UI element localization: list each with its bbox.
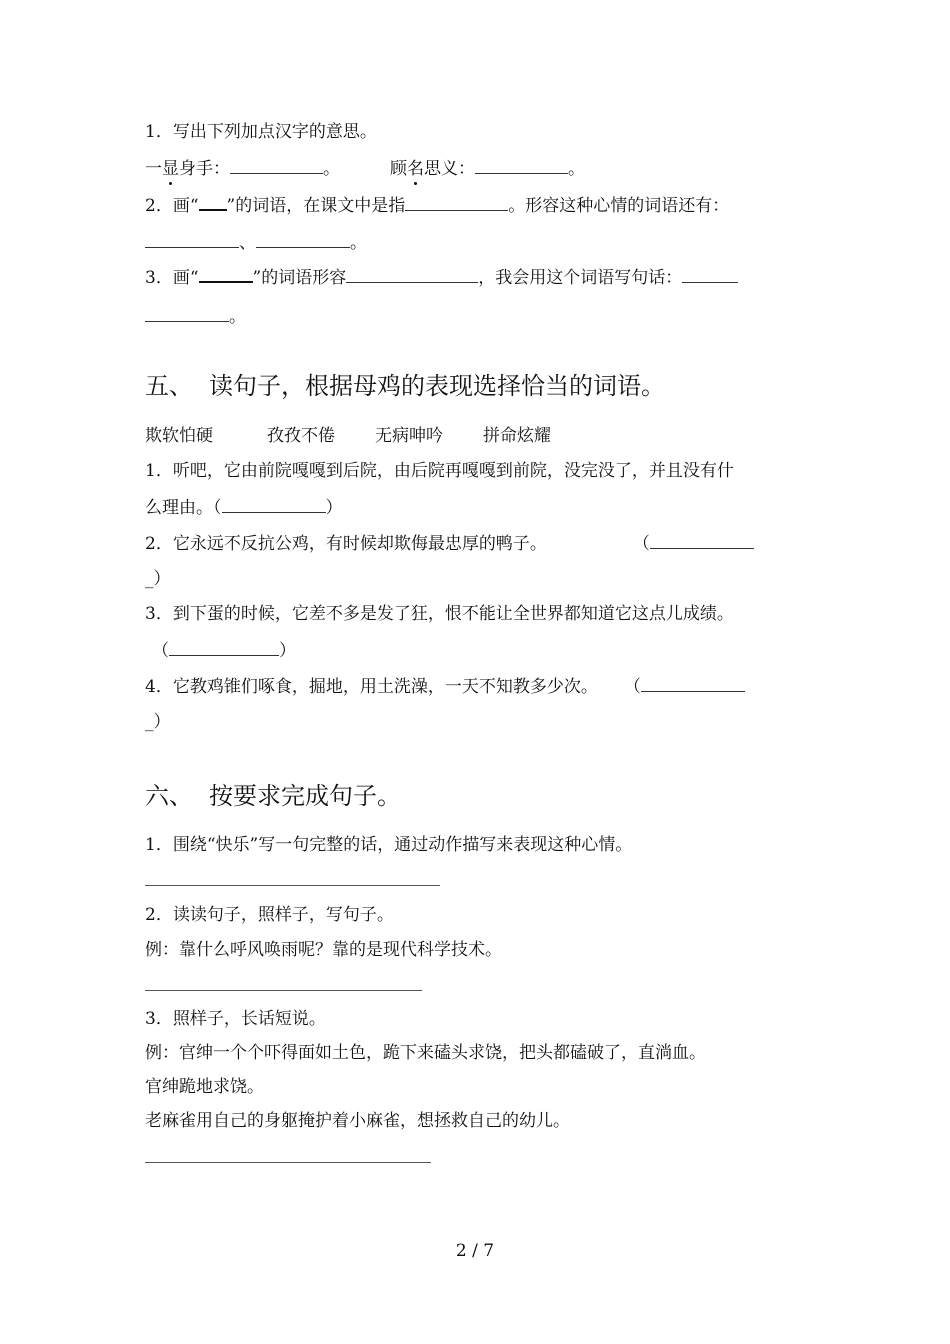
q6-3: 3．照样子，长话短说。 [145, 1009, 326, 1029]
q5-1-line2 [145, 495, 343, 520]
choice-word: 无病呻吟 [375, 426, 443, 446]
choice-word: 欺软怕硬 [145, 426, 213, 446]
q4-2 [145, 192, 729, 218]
section-5-heading [145, 371, 665, 401]
answer-blank[interactable] [346, 265, 478, 283]
dotted-char: 名 [407, 159, 424, 179]
paren-open: （ [623, 677, 641, 697]
word-choices [145, 424, 551, 448]
period: 。 [568, 159, 585, 179]
period: 。 [350, 233, 367, 253]
q6-2: 2．读读句子，照样子，写句子。 [145, 905, 394, 925]
q4-1b-pre: 顾 [390, 159, 407, 179]
q5-4-tail: _） [145, 712, 171, 732]
q4-1-items [145, 156, 585, 181]
answer-line[interactable] [145, 1162, 431, 1163]
period: 。 [323, 159, 340, 179]
underline-sample [199, 264, 253, 283]
answer-blank[interactable] [641, 674, 745, 692]
paren-close: ） [279, 641, 296, 661]
q5-3-answer [152, 638, 296, 663]
q4-2-pre: 2．画“ [145, 196, 199, 216]
page-number: 2 / 7 [455, 1241, 495, 1261]
section-title: 按要求完成句子。 [209, 782, 401, 810]
q5-1-line1: 1．听吧，它由前院嘎嘎到后院，由后院再嘎嘎到前院，没完没了，并且没有什 [145, 461, 734, 481]
q4-2-post: 。形容这种心情的词语还有： [508, 196, 730, 216]
q6-3-example-answer: 官绅跪地求饶。 [145, 1077, 264, 1097]
section-6-heading [145, 781, 401, 811]
answer-blank[interactable] [256, 230, 350, 248]
answer-blank[interactable] [230, 156, 323, 174]
q6-3-task: 老麻雀用自己的身躯掩护着小麻雀，想拯救自己的幼儿。 [145, 1111, 570, 1131]
underline-sample [199, 192, 227, 211]
period: 。 [229, 307, 246, 327]
q5-4-text: 4．它教鸡锥们啄食，掘地，用土洗澡，一天不知教多少次。 [145, 677, 598, 697]
paren-open: （ [152, 641, 169, 661]
paren-close: ） [325, 498, 343, 518]
answer-blank[interactable] [145, 230, 239, 248]
q4-3 [145, 264, 738, 290]
answer-blank[interactable] [145, 304, 229, 322]
section-title: 读句子，根据母鸡的表现选择恰当的词语。 [209, 372, 665, 400]
q5-1-text: 么理由。 [145, 498, 213, 518]
q6-2-example: 例：靠什么呼风唤雨呢？靠的是现代科学技术。 [145, 940, 502, 960]
q4-2-cont [145, 230, 367, 255]
q5-2-text: 2．它永远不反抗公鸡，有时候却欺侮最忠厚的鸭子。 [145, 534, 547, 554]
section-number: 六、 [145, 782, 193, 810]
q4-1a-pre: 一 [145, 159, 162, 179]
q5-4 [145, 674, 745, 699]
answer-line[interactable] [145, 885, 440, 886]
q4-1-title: 1．写出下列加点汉字的意思。 [145, 122, 377, 142]
answer-blank[interactable] [650, 531, 754, 549]
answer-blank[interactable] [475, 156, 568, 174]
answer-blank[interactable] [169, 638, 279, 656]
q4-2-mid: ”的词语，在课文中是指 [226, 196, 406, 216]
paren-open: （ [213, 498, 222, 518]
section-number: 五、 [145, 372, 193, 400]
q4-3-mid: ”的词语形容 [252, 268, 347, 288]
dotted-char: 显 [162, 159, 179, 179]
q4-3-post: ，我会用这个词语写句话： [478, 268, 683, 288]
q4-1a-post: 身手： [179, 159, 230, 179]
answer-blank[interactable] [222, 495, 326, 513]
q5-2-tail: _） [145, 569, 171, 589]
q4-3-cont [145, 304, 246, 329]
answer-blank[interactable] [405, 193, 508, 211]
q4-1b-post: 思义： [424, 159, 475, 179]
q5-3: 3．到下蛋的时候，它差不多是发了狂，恨不能让全世界都知道它这点儿成绩。 [145, 604, 734, 624]
choice-word: 孜孜不倦 [267, 426, 335, 446]
paren-open: （ [632, 534, 650, 554]
choice-word: 拼命炫耀 [483, 426, 551, 446]
answer-line[interactable] [145, 990, 422, 991]
separator: 、 [239, 233, 256, 253]
q4-3-pre: 3．画“ [145, 268, 199, 288]
answer-blank[interactable] [682, 265, 738, 283]
q5-2 [145, 531, 754, 556]
q6-1: 1．围绕“快乐”写一句完整的话，通过动作描写来表现这种心情。 [145, 835, 633, 855]
q6-3-example: 例：官绅一个个吓得面如土色，跪下来磕头求饶，把头都磕破了，直淌血。 [145, 1043, 706, 1063]
